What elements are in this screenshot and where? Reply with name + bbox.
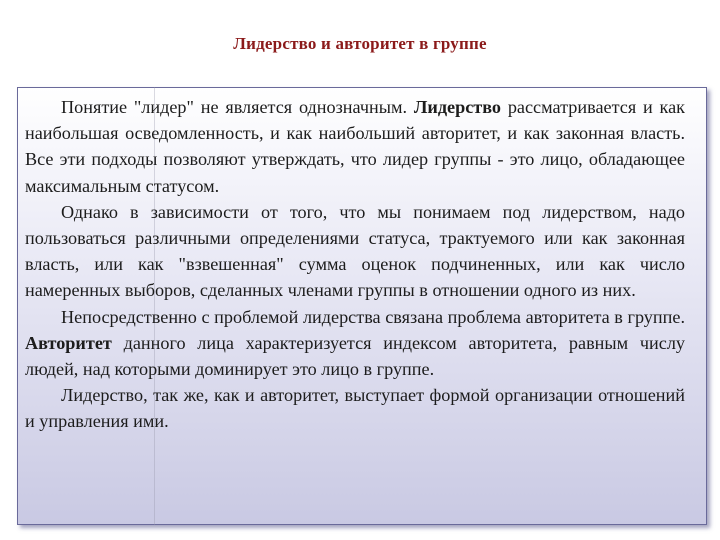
paragraph-4 <box>25 382 685 434</box>
paragraph-4-text: Лидерство, так же, как и авторитет, выступает формой организации отношений и управления ими. <box>25 385 685 432</box>
body-text <box>25 94 685 435</box>
paragraph-3 <box>25 304 685 383</box>
term-authority: Авторитет <box>25 332 112 353</box>
paragraph-3-text-cont: данного лица характеризуется индексом авторитета, равным числу людей, над которыми доминирует это лицо в группе. <box>25 332 685 380</box>
paragraph-1-text-cont: рассматривается и как наибольшая осведомленность, и как наибольший авторитет, и как законная власть. Все эти подходы позволяют утверждать, что лидер группы - это лицо, обладающее максимальным статусом. <box>25 97 685 196</box>
paragraph-2-text: Однако в зависимости от того, что мы понимаем под лидерством, надо пользоваться различными определениями статуса, трактуемого или как законная власть, или как "взвешенная" сумма оценок подчиненных, или как число намеренных выборов, сделанных членами группы в отношении одного из них. <box>25 201 685 301</box>
slide-title: Лидерство и авторитет в группе <box>233 34 487 53</box>
paragraph-2 <box>25 199 685 304</box>
paragraph-3-text: Непосредственно с проблемой лидерства связана проблема авторитета в группе. <box>61 306 685 327</box>
term-leadership: Лидерство <box>413 97 502 117</box>
paragraph-1 <box>25 94 685 199</box>
paragraph-1-text: Понятие "лидер" не является однозначным. <box>61 97 414 117</box>
